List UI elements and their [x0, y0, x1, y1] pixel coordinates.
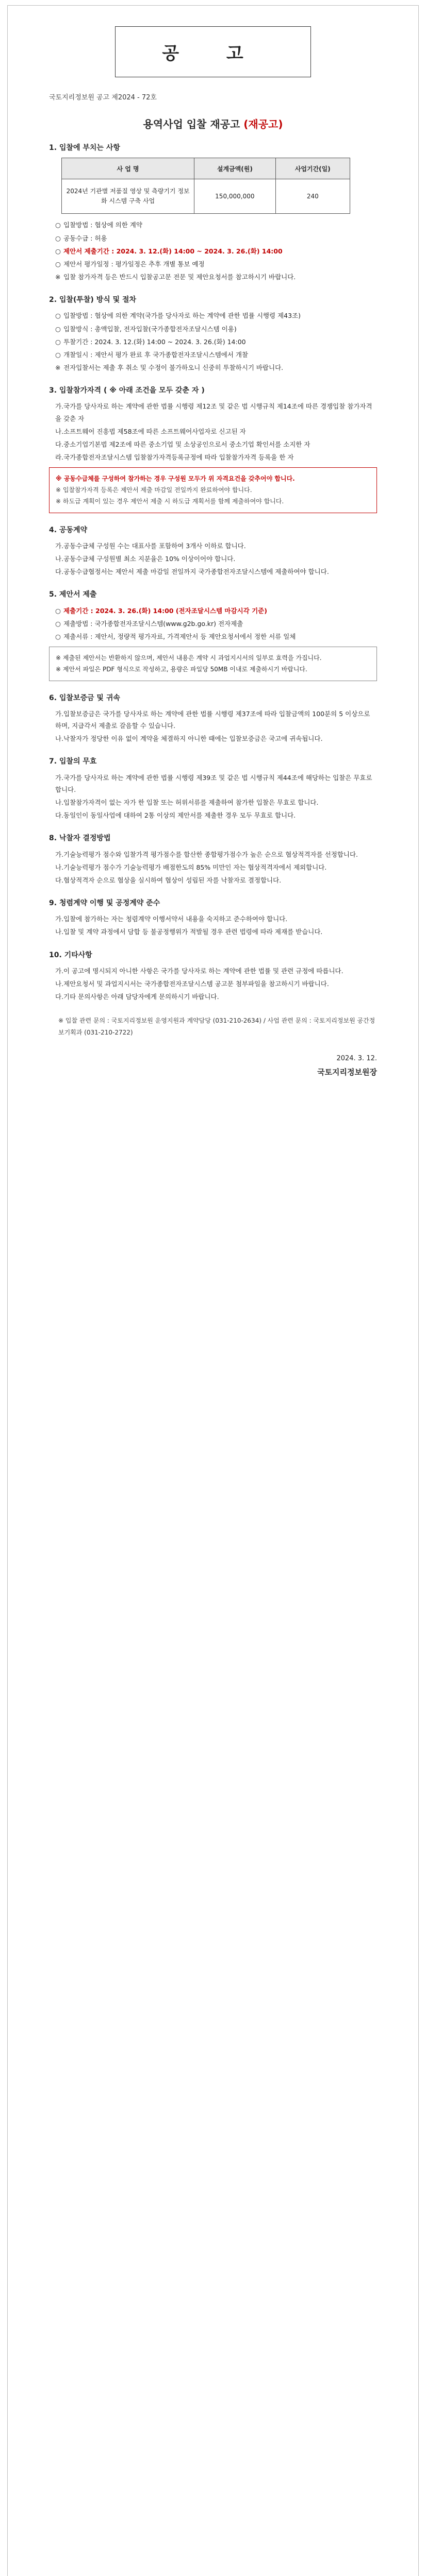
list-marker: ○: [55, 234, 61, 242]
item-list: [49, 605, 377, 642]
list-marker: 가.: [55, 773, 64, 782]
item-list: [49, 708, 377, 744]
notice-line: ※ 입찰참가자격 등록은 제안서 제출 마감일 전일까지 완료하여야 합니다.: [56, 486, 252, 494]
list-marker: ○: [55, 325, 61, 333]
notice-line: ※ 제안서 파일은 PDF 형식으로 작성하고, 용량은 파일당 50MB 이내로 제출하시기 바랍니다.: [56, 666, 307, 673]
notice-number: 국토지리정보원 공고 제2024 - 72호: [49, 94, 157, 101]
list-marker: 가.: [55, 402, 64, 411]
notice-label: 공 고: [115, 26, 311, 77]
list-item: [55, 861, 377, 873]
list-marker: 나.: [55, 980, 64, 988]
list-item: [55, 451, 377, 463]
list-item-text: 중소기업기본법 제2조에 따른 중소기업 및 소상공인으로서 중소기업 확인서를 소지한 자: [63, 440, 310, 448]
list-item-text: 입찰방법 : 협상에 의한 계약(국가를 당사자로 하는 계약에 관한 법률 시행령 제43조): [63, 312, 301, 320]
list-item: [55, 618, 377, 630]
list-item-text: 투찰기간 : 2024. 3. 12.(화) 14:00 ~ 2024. 3. 26.(화) 14:00: [63, 337, 246, 346]
section-heading: 10. 기타사항: [49, 951, 92, 959]
list-marker: ※: [55, 273, 61, 281]
list-item: [55, 540, 377, 552]
list-item: [55, 362, 377, 374]
list-marker: 라.: [55, 453, 64, 461]
document-body: [49, 26, 377, 1080]
list-marker: ※: [55, 363, 61, 371]
issue-date: 2024. 3. 12.: [336, 1054, 377, 1062]
list-marker: 나.: [55, 798, 64, 806]
section-heading: 5. 제안서 제출: [49, 590, 97, 599]
item-list: [49, 849, 377, 886]
table-header: 사 업 명: [62, 158, 194, 179]
list-item: [55, 796, 377, 808]
list-item-text: 제안서 제출기간 : 2024. 3. 12.(화) 14:00 ~ 2024. 3. 26.(화) 14:00: [63, 247, 283, 255]
list-item-text: 제출서류 : 제안서, 정량적 평가자료, 가격제안서 등 제안요청서에서 정한 서류 일체: [63, 633, 296, 641]
list-item: [55, 271, 377, 283]
list-marker: 가.: [55, 850, 64, 858]
notice-document: [7, 5, 419, 2576]
table-cell: 240: [275, 179, 350, 214]
list-item-text: 공동수급체 구성원 수는 대표사를 포함하여 3개사 이하로 합니다.: [63, 542, 246, 550]
list-item: [55, 772, 377, 795]
item-list: [49, 310, 377, 374]
table-header: 설계금액(원): [194, 158, 275, 179]
item-list: [49, 772, 377, 822]
list-item: [55, 733, 377, 744]
list-item-text: 동일인이 동일사업에 대하여 2통 이상의 제안서를 제출한 경우 모두 무효로 합니다.: [63, 811, 296, 820]
list-item: [55, 232, 377, 244]
list-item-text: 입찰에 참가하는 자는 청렴계약 이행서약서 내용을 숙지하고 준수하여야 합니다.: [63, 915, 288, 923]
list-item: [55, 336, 377, 348]
list-marker: 다.: [55, 811, 64, 820]
list-item-text: 소프트웨어 진흥법 제58조에 따른 소프트웨어사업자로 신고된 자: [63, 427, 246, 435]
list-item-text: 공동수급 : 허용: [63, 234, 107, 242]
list-marker: ○: [55, 260, 61, 268]
section-heading: 9. 청렴계약 이행 및 공정계약 준수: [49, 899, 160, 907]
list-marker: 다.: [55, 993, 64, 1001]
list-item-text: 국가를 당사자로 하는 계약에 관한 법률 시행령 제39조 및 같은 법 시행규칙 제44조에 해당하는 입찰은 무효로 합니다.: [55, 773, 372, 793]
list-marker: 가.: [55, 709, 64, 718]
list-item: [55, 349, 377, 361]
list-marker: 나.: [55, 555, 64, 563]
document-title: [49, 116, 377, 131]
list-marker: ○: [55, 312, 61, 320]
list-item: [55, 323, 377, 335]
list-marker: ○: [55, 619, 61, 628]
table-header: 사업기간(일): [275, 158, 350, 179]
section-heading: 4. 공동계약: [49, 526, 88, 534]
section-heading: 7. 입찰의 무효: [49, 757, 97, 766]
list-item: [55, 631, 377, 642]
table-cell: 2024년 기관별 저품질 영상 및 측량기기 정보화 시스템 구축 사업: [62, 179, 194, 214]
table-cell: 150,000,000: [194, 179, 275, 214]
list-item-text: 전자입찰서는 제출 후 취소 및 수정이 불가하오니 신중히 투찰하시기 바랍니다.: [63, 363, 284, 371]
list-item-text: 입찰방법 : 협상에 의한 계약: [63, 221, 142, 229]
notice-line: ※ 하도급 계획이 있는 경우 제안서 제출 시 하도급 계획서를 함께 제출하여야 합니다.: [56, 498, 284, 505]
section-heading: 1. 입찰에 부치는 사항: [49, 144, 120, 152]
list-marker: 다.: [55, 440, 64, 448]
list-item-text: 기술능력평가 점수와 입찰가격 평가점수를 합산한 종합평가점수가 높은 순으로 협상적격자를 선정합니다.: [63, 850, 358, 858]
list-item-text: 입찰보증금은 국가를 당사자로 하는 계약에 관한 법률 시행령 제37조에 따라 입찰금액의 100분의 5 이상으로 하며, 지급각서 제출로 갈음할 수 있습니다.: [55, 709, 370, 730]
list-marker: 나.: [55, 863, 64, 871]
list-item: [55, 438, 377, 450]
list-item: [55, 605, 377, 617]
list-item: [55, 926, 377, 938]
table-row: [62, 179, 350, 214]
list-item: [55, 809, 377, 821]
list-item: [55, 978, 377, 990]
list-item: [55, 566, 377, 578]
list-item: [55, 991, 377, 1003]
list-item: [55, 965, 377, 977]
list-item: [55, 913, 377, 925]
list-item-text: 제출방법 : 국가종합전자조달시스템(www.g2b.go.kr) 전자제출: [63, 619, 243, 628]
red-notice-box: [49, 467, 377, 513]
list-marker: 가.: [55, 915, 64, 923]
list-item: [55, 245, 377, 257]
project-table: [61, 158, 350, 214]
list-item-text: 제안서 평가일정 : 평가일정은 추후 개별 통보 예정: [63, 260, 205, 268]
list-marker: ○: [55, 247, 61, 255]
list-marker: 나.: [55, 735, 64, 743]
list-item-text: 제안요청서 및 과업지시서는 국가종합전자조달시스템 공고문 첨부파일을 참고하시기 바랍니다.: [63, 980, 329, 988]
item-list: [49, 965, 377, 1003]
list-marker: 나.: [55, 928, 64, 936]
list-item-text: 협상적격자 순으로 협상을 실시하여 협상이 성립된 자를 낙찰자로 결정합니다.: [63, 876, 282, 884]
list-item-text: 기타 문의사항은 아래 담당자에게 문의하시기 바랍니다.: [63, 993, 219, 1001]
document-footer: [49, 1053, 377, 1080]
section-heading: 3. 입찰참가자격 ( ※ 아래 조건을 모두 갖춘 자 ): [49, 386, 205, 395]
list-item: [55, 708, 377, 732]
list-item-text: 입찰 및 계약 과정에서 담합 등 불공정행위가 적발될 경우 관련 법령에 따라 제재를 받습니다.: [63, 928, 323, 936]
list-marker: 가.: [55, 967, 64, 975]
list-marker: ○: [55, 337, 61, 346]
list-item: [55, 849, 377, 860]
list-item: [55, 426, 377, 437]
list-item-text: 공동수급체 구성원별 최소 지분율은 10% 이상이어야 합니다.: [63, 555, 236, 563]
item-list: [49, 540, 377, 578]
list-marker: 다.: [55, 568, 64, 576]
list-item-text: 입찰방식 : 총액입찰, 전자입찰(국가종합전자조달시스템 이용): [63, 325, 237, 333]
table-header-row: [62, 158, 350, 179]
list-item: [55, 874, 377, 886]
list-item-text: 국가종합전자조달시스템 입찰참가자격등록규정에 따라 입찰참가자격 등록을 한 자: [63, 453, 294, 461]
contact-note: ※ 입찰 관련 문의 : 국토지리정보원 운영지원과 계약담당 (031-210-2634) / 사업 관련 문의 : 국토지리정보원 공간정보기획과 (031-210-2722): [58, 1017, 375, 1036]
list-item-text: 개찰일시 : 제안서 평가 완료 후 국가종합전자조달시스템에서 개찰: [63, 350, 249, 359]
list-item: [55, 310, 377, 321]
list-marker: 나.: [55, 427, 64, 435]
list-item-text: 입찰 참가자격 등은 반드시 입찰공고문 전문 및 제안요청서를 참고하시기 바랍니다.: [63, 273, 296, 281]
list-item: [55, 553, 377, 565]
list-marker: 가.: [55, 542, 64, 550]
list-item-text: 국가를 당사자로 하는 계약에 관한 법률 시행령 제12조 및 같은 법 시행규칙 제14조에 따른 경쟁입찰 참가자격을 갖춘 자: [55, 402, 372, 422]
list-item-text: 낙찰자가 정당한 이유 없이 계약을 체결하지 아니한 때에는 입찰보증금은 국고에 귀속됩니다.: [63, 735, 323, 743]
list-item-text: 기술능력평가 점수가 기술능력평가 배점한도의 85% 미만인 자는 협상적격자에서 제외합니다.: [63, 863, 327, 871]
list-item-text: 공동수급협정서는 제안서 제출 마감일 전일까지 국가종합전자조달시스템에 제출하여야 합니다.: [63, 568, 329, 576]
list-item-text: 제출기간 : 2024. 3. 26.(화) 14:00 (전자조달시스템 마감시각 기준): [63, 606, 267, 615]
section-heading: 2. 입찰(투찰) 방식 및 절차: [49, 296, 137, 304]
document-title-main: 용역사업 입찰 재공고: [143, 118, 240, 130]
issuing-organization: 국토지리정보원장: [317, 1067, 377, 1077]
list-marker: ○: [55, 633, 61, 641]
list-item-text: 입찰참가자격이 없는 자가 한 입찰 또는 허위서류를 제출하여 참가한 입찰은 무효로 합니다.: [63, 798, 319, 806]
list-item: [55, 258, 377, 270]
item-list: [49, 219, 377, 283]
list-item-text: 이 공고에 명시되지 아니한 사항은 국가를 당사자로 하는 계약에 관한 법률 및 관련 규정에 따릅니다.: [63, 967, 343, 975]
list-marker: 다.: [55, 876, 64, 884]
notice-line: ※ 제출된 제안서는 반환하지 않으며, 제안서 내용은 계약 시 과업지시서의 일부로 효력을 가집니다.: [56, 654, 322, 662]
section-heading: 6. 입찰보증금 및 귀속: [49, 693, 120, 702]
notice-line: ※ 공동수급체를 구성하여 참가하는 경우 구성원 모두가 위 자격요건을 갖추어야 합니다.: [56, 475, 295, 483]
grey-notice-box: [49, 647, 377, 681]
list-marker: ○: [55, 221, 61, 229]
document-title-sub: (재공고): [243, 118, 283, 130]
list-item: [55, 400, 377, 424]
item-list: [49, 400, 377, 463]
section-heading: 8. 낙찰자 결정방법: [49, 834, 111, 843]
item-list: [49, 913, 377, 938]
list-item: [55, 219, 377, 231]
list-marker: ○: [55, 606, 61, 615]
list-marker: ○: [55, 350, 61, 359]
